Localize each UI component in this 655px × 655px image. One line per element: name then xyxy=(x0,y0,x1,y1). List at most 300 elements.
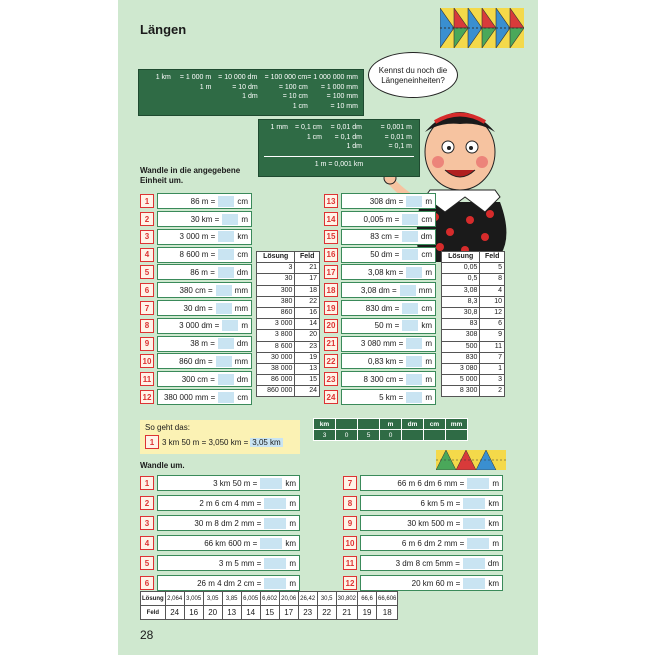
exercise-number: 3 xyxy=(140,516,154,530)
exercise-row xyxy=(324,300,436,317)
board1-cell: = 10 000 dm xyxy=(218,74,258,81)
exercise-box xyxy=(341,247,436,263)
solution-value: 500 xyxy=(442,341,480,352)
exercise-number: 22 xyxy=(324,354,338,368)
solution-value: 8 300 xyxy=(442,386,480,397)
answer-input[interactable] xyxy=(216,356,232,367)
board1-row xyxy=(144,83,358,93)
exercise-number: 18 xyxy=(324,283,338,297)
exercise-unit: m xyxy=(289,498,296,508)
exercise-box xyxy=(341,318,436,334)
exercise-row xyxy=(140,371,252,388)
board2-row xyxy=(264,142,414,152)
place-value-unit xyxy=(336,419,358,430)
exercise-box xyxy=(157,264,252,280)
solution-value: 830 xyxy=(442,352,480,363)
example-number: 1 xyxy=(145,435,159,449)
board2-cell: = 0,1 m xyxy=(388,143,412,150)
board2-cell xyxy=(288,142,322,152)
board1-cell: 1 dm xyxy=(242,93,258,100)
exercise-box xyxy=(341,264,436,280)
board1-cell: 1 cm xyxy=(292,102,308,110)
board2-cell: 1 dm xyxy=(346,143,362,150)
solution-field: 10 xyxy=(480,296,505,307)
exercise-box xyxy=(157,535,300,551)
solution-row xyxy=(257,319,320,330)
answer-input[interactable] xyxy=(406,356,422,367)
bottom-solution-value: 6,005 xyxy=(241,592,260,606)
board1-cell: = 1 000 000 mm xyxy=(307,74,358,81)
bottom-label-loesung: Lösung xyxy=(141,592,166,606)
exercise-text: 3 m 5 mm = xyxy=(218,558,262,568)
bottom-field-value: 15 xyxy=(260,606,279,620)
answer-input[interactable] xyxy=(264,518,286,529)
exercise-row xyxy=(343,515,503,532)
solution-row xyxy=(442,274,505,285)
answer-input[interactable] xyxy=(218,374,234,385)
exercise-unit: mm xyxy=(234,356,248,366)
solution-table-1 xyxy=(256,251,320,397)
exercise-text: 38 m = xyxy=(190,339,215,349)
place-value-digit: 0 xyxy=(336,430,358,441)
place-value-digit: 3 xyxy=(314,430,336,441)
bottom-field-value: 23 xyxy=(298,606,317,620)
exercise-unit: m xyxy=(425,374,432,384)
exercise-unit: mm xyxy=(234,303,248,313)
solution-field: 9 xyxy=(480,330,505,341)
exercise-number: 11 xyxy=(343,556,357,570)
solution-field: 14 xyxy=(295,319,320,330)
exercise-box xyxy=(341,371,436,387)
exercise-number: 20 xyxy=(324,319,338,333)
answer-input[interactable] xyxy=(218,267,234,278)
exercise-column-left xyxy=(140,193,252,407)
exercise-unit: m xyxy=(492,538,499,548)
exercise-box xyxy=(341,336,436,352)
answer-input[interactable] xyxy=(222,320,238,331)
exercise-unit: km xyxy=(488,498,499,508)
exercise-text: 50 m = xyxy=(374,321,400,331)
exercise-text: 86 m = xyxy=(190,196,216,206)
exercise-box xyxy=(157,193,252,209)
exercise-unit: cm xyxy=(421,250,432,260)
exercise-box xyxy=(341,353,436,369)
exercise-number: 16 xyxy=(324,248,338,262)
solution-value: 38 000 xyxy=(257,363,295,374)
exercise-unit: m xyxy=(289,558,296,568)
exercise-box xyxy=(157,475,300,491)
exercise-unit: m xyxy=(289,578,296,588)
answer-input[interactable] xyxy=(467,478,489,489)
exercise-number: 13 xyxy=(324,194,338,208)
exercise-box xyxy=(341,300,436,316)
answer-input[interactable] xyxy=(218,338,234,349)
solution-field: 5 xyxy=(480,263,505,274)
solution-field: 11 xyxy=(480,341,505,352)
answer-input[interactable] xyxy=(264,498,286,509)
answer-input[interactable] xyxy=(216,285,232,296)
solution-table-2 xyxy=(441,251,505,397)
exercise-text: 30 m 8 dm 2 mm = xyxy=(194,518,262,528)
answer-input[interactable] xyxy=(406,267,422,278)
solution-header-row xyxy=(442,252,505,263)
bottom-solution-value: 2,064 xyxy=(165,592,184,606)
solution-value: 0,05 xyxy=(442,263,480,274)
exercise-unit: m xyxy=(425,267,432,277)
bottom-solution-value: 30,802 xyxy=(336,592,357,606)
bottom-field-value: 18 xyxy=(377,606,398,620)
board1-cell xyxy=(144,102,171,112)
solution-value: 860 000 xyxy=(257,386,295,397)
exercise-row xyxy=(343,495,503,512)
bottom-field-value: 14 xyxy=(241,606,260,620)
place-value-unit xyxy=(358,419,380,430)
board1-cell: = 10 cm xyxy=(282,93,308,100)
exercise-box xyxy=(157,353,252,369)
exercise-text: 66 km 600 m = xyxy=(204,538,258,548)
exercise-text: 380 000 mm = xyxy=(163,392,216,402)
exercise-box xyxy=(341,282,436,298)
board1-cell xyxy=(171,102,211,112)
solution-value: 5 000 xyxy=(442,375,480,386)
exercise-number: 5 xyxy=(140,556,154,570)
exercise-box xyxy=(360,575,503,591)
exercise-row xyxy=(324,229,436,246)
exercise-unit: m xyxy=(425,196,432,206)
solution-header-feld: Feld xyxy=(295,252,320,263)
solution-row xyxy=(442,375,505,386)
bottom-solution-value: 3,85 xyxy=(222,592,241,606)
solution-value: 8,3 xyxy=(442,296,480,307)
place-value-unit: m xyxy=(380,419,402,430)
exercise-row xyxy=(140,495,300,512)
exercise-box xyxy=(157,247,252,263)
exercise-box xyxy=(341,193,436,209)
exercise-row xyxy=(324,353,436,370)
exercise-text: 30 dm = xyxy=(183,303,213,313)
answer-input[interactable] xyxy=(264,578,286,589)
exercise-row xyxy=(140,353,252,370)
exercise-row xyxy=(140,211,252,228)
exercise-number: 15 xyxy=(324,230,338,244)
exercise-row xyxy=(324,389,436,406)
exercise-row xyxy=(140,515,300,532)
answer-input[interactable] xyxy=(218,231,234,242)
place-value-units xyxy=(314,419,468,430)
exercise-text: 30 km 500 m = xyxy=(407,518,461,528)
exercise-text: 5 km = xyxy=(379,392,404,402)
answer-input[interactable] xyxy=(264,558,286,569)
board2-cell: 1 mm xyxy=(270,124,288,131)
instruction-1: Wandle in die angegebene Einheit um. xyxy=(140,166,241,185)
solution-row xyxy=(442,296,505,307)
exercise-row xyxy=(324,193,436,210)
exercise-box xyxy=(157,318,252,334)
solution-row xyxy=(442,341,505,352)
exercise-row xyxy=(140,246,252,263)
exercise-unit: dm xyxy=(236,339,248,349)
exercise-number: 4 xyxy=(140,536,154,550)
bottom-solution-value: 66,606 xyxy=(377,592,398,606)
bottom-field-row xyxy=(141,606,398,620)
place-value-digit xyxy=(402,430,424,441)
exercise-row xyxy=(324,371,436,388)
exercise-text: 30 km = xyxy=(190,214,220,224)
answer-input[interactable] xyxy=(216,303,232,314)
board2-row xyxy=(264,123,414,133)
solution-row xyxy=(257,363,320,374)
answer-input[interactable] xyxy=(463,578,485,589)
exercise2-column-left xyxy=(140,475,300,595)
answer-input[interactable] xyxy=(406,196,422,207)
solution-field: 21 xyxy=(295,263,320,274)
board1-cell xyxy=(144,92,171,102)
exercise-box xyxy=(157,389,252,405)
instruction-2: Wandle um. xyxy=(140,461,185,470)
board1-cell xyxy=(144,83,171,93)
solution-row xyxy=(257,352,320,363)
bottom-solution-value: 6,602 xyxy=(260,592,279,606)
exercise-box xyxy=(157,300,252,316)
board1-cell: = 100 mm xyxy=(326,93,358,100)
board2-cell: = 0,01 dm xyxy=(330,124,362,131)
exercise-number: 21 xyxy=(324,337,338,351)
solution-row xyxy=(257,307,320,318)
board2-cell: = 0,001 m xyxy=(380,124,412,131)
exercise-row xyxy=(140,264,252,281)
solution-field: 1 xyxy=(480,363,505,374)
page-number: 28 xyxy=(140,628,154,642)
exercise-text: 3,08 km = xyxy=(367,267,404,277)
solution-value: 380 xyxy=(257,296,295,307)
conversion-board-1 xyxy=(138,69,364,116)
exercise-unit: m xyxy=(425,356,432,366)
exercise-unit: mm xyxy=(234,285,248,295)
exercise-number: 2 xyxy=(140,496,154,510)
exercise-text: 8 300 cm = xyxy=(363,374,404,384)
exercise-box xyxy=(157,495,300,511)
exercise-text: 86 m = xyxy=(190,267,215,277)
exercise-row xyxy=(324,318,436,335)
answer-input[interactable] xyxy=(406,338,422,349)
board1-row xyxy=(144,73,358,83)
exercise-number: 24 xyxy=(324,390,338,404)
solution-value: 30 000 xyxy=(257,352,295,363)
exercise-box xyxy=(157,211,252,227)
exercise-unit: m xyxy=(241,214,248,224)
triangle-pattern-small-icon xyxy=(436,450,506,470)
board1-row xyxy=(144,92,358,102)
solution-row xyxy=(442,386,505,397)
answer-input[interactable] xyxy=(463,558,485,569)
example-label: So geht das: xyxy=(145,423,190,432)
answer-input[interactable] xyxy=(463,498,485,509)
exercise-unit: dm xyxy=(236,267,248,277)
answer-input[interactable] xyxy=(402,303,418,314)
exercise-number: 6 xyxy=(140,283,154,297)
solution-row xyxy=(442,363,505,374)
board1-cell: 1 km xyxy=(155,74,171,81)
exercise-row xyxy=(140,300,252,317)
solution-value: 86 000 xyxy=(257,375,295,386)
solution-field: 13 xyxy=(295,363,320,374)
solution-field: 7 xyxy=(480,352,505,363)
exercise-row xyxy=(140,318,252,335)
answer-input[interactable] xyxy=(400,285,416,296)
exercise-number: 1 xyxy=(140,476,154,490)
solution-row xyxy=(257,263,320,274)
exercise-unit: km xyxy=(237,232,248,242)
bottom-field-value: 22 xyxy=(317,606,336,620)
exercise-text: 50 dm = xyxy=(370,250,400,260)
answer-input[interactable] xyxy=(218,392,234,403)
place-value-unit: km xyxy=(314,419,336,430)
answer-input[interactable] xyxy=(406,374,422,385)
exercise-unit: km xyxy=(285,478,296,488)
exercise-box xyxy=(341,211,436,227)
solution-value: 3 xyxy=(257,263,295,274)
exercise-text: 380 cm = xyxy=(179,285,213,295)
answer-input[interactable] xyxy=(218,249,234,260)
exercise-number: 1 xyxy=(140,194,154,208)
exercise-box xyxy=(157,336,252,352)
exercise-box xyxy=(157,229,252,245)
solution-value: 3,08 xyxy=(442,285,480,296)
solution-value: 3 080 xyxy=(442,363,480,374)
exercise-text: 3 000 dm = xyxy=(179,321,220,331)
exercise-number: 7 xyxy=(343,476,357,490)
answer-input[interactable] xyxy=(260,538,282,549)
exercise-text: 3 080 mm = xyxy=(360,339,404,349)
solution-field: 23 xyxy=(295,341,320,352)
exercise-unit: km xyxy=(488,518,499,528)
solution-value: 0,5 xyxy=(442,274,480,285)
bottom-label-feld: Feld xyxy=(141,606,166,620)
solution-field: 16 xyxy=(295,307,320,318)
board2-row xyxy=(264,133,414,143)
exercise-unit: km xyxy=(285,538,296,548)
exercise-row xyxy=(324,335,436,352)
answer-input[interactable] xyxy=(402,231,418,242)
exercise-number: 4 xyxy=(140,248,154,262)
place-value-digit: 0 xyxy=(380,430,402,441)
exercise-text: 830 dm = xyxy=(365,303,400,313)
solution-row xyxy=(257,341,320,352)
exercise-text: 300 cm = xyxy=(181,374,215,384)
exercise-row xyxy=(324,211,436,228)
exercise-number: 6 xyxy=(140,576,154,590)
exercise-box xyxy=(157,515,300,531)
solution-row xyxy=(257,330,320,341)
answer-input[interactable] xyxy=(402,249,418,260)
exercise-box xyxy=(157,282,252,298)
solution-field: 18 xyxy=(295,285,320,296)
place-value-unit: cm xyxy=(424,419,446,430)
solution-field: 4 xyxy=(480,285,505,296)
bottom-field-value: 19 xyxy=(358,606,377,620)
bottom-field-value: 24 xyxy=(165,606,184,620)
answer-input[interactable] xyxy=(402,320,418,331)
exercise-unit: m xyxy=(241,321,248,331)
solution-row xyxy=(442,330,505,341)
board2-cell xyxy=(264,133,288,143)
exercise-row xyxy=(343,555,503,572)
bottom-solution-value: 66,6 xyxy=(358,592,377,606)
board1-cell: = 1 000 mm xyxy=(320,83,358,91)
board2-cell xyxy=(264,142,288,152)
solution-value: 3 000 xyxy=(257,319,295,330)
exercise-unit: m xyxy=(425,392,432,402)
exercise-number: 14 xyxy=(324,212,338,226)
exercise-text: 8 600 m = xyxy=(179,250,216,260)
exercise-unit: cm xyxy=(237,196,248,206)
solution-field: 8 xyxy=(480,274,505,285)
solution-field: 22 xyxy=(295,296,320,307)
place-value-digits xyxy=(314,430,468,441)
exercise-number: 11 xyxy=(140,372,154,386)
solution-header-loesung: Lösung xyxy=(442,252,480,263)
triangle-pattern-icon xyxy=(440,8,524,48)
solution-table-bottom xyxy=(140,591,398,620)
exercise-box xyxy=(360,495,503,511)
exercise-text: 20 km 60 m = xyxy=(411,578,461,588)
bottom-solution-row xyxy=(141,592,398,606)
solution-row xyxy=(442,263,505,274)
solution-value: 8 600 xyxy=(257,341,295,352)
place-value-digit: 5 xyxy=(358,430,380,441)
board1-cell: = 10 dm xyxy=(232,83,258,91)
exercise-number: 9 xyxy=(140,337,154,351)
exercise-text: 6 m 6 dm 2 mm = xyxy=(401,538,465,548)
exercise-box xyxy=(360,475,503,491)
exercise-row xyxy=(140,335,252,352)
board2-cell: = 0,01 m xyxy=(384,133,412,141)
bottom-field-value: 16 xyxy=(184,606,203,620)
exercise-unit: m xyxy=(492,478,499,488)
exercise-text: 26 m 4 dm 2 cm = xyxy=(197,578,262,588)
solution-header-loesung: Lösung xyxy=(257,252,295,263)
answer-input[interactable] xyxy=(402,214,418,225)
exercise-box xyxy=(360,515,503,531)
answer-input[interactable] xyxy=(218,196,234,207)
bottom-field-value: 20 xyxy=(203,606,222,620)
answer-input[interactable] xyxy=(406,392,422,403)
exercise-row xyxy=(140,389,252,406)
answer-input[interactable] xyxy=(467,538,489,549)
exercise-text: 0,83 km = xyxy=(367,356,404,366)
exercise-column-right xyxy=(324,193,436,407)
exercise-row xyxy=(140,282,252,299)
board1-cell: 1 m xyxy=(199,83,212,91)
bottom-solution-value: 20,06 xyxy=(279,592,298,606)
exercise-text: 3 km 50 m = xyxy=(213,478,258,488)
board1-cell: = 100 000 cm xyxy=(264,74,308,81)
place-value-table xyxy=(313,418,468,441)
answer-input[interactable] xyxy=(222,214,238,225)
answer-input[interactable] xyxy=(463,518,485,529)
place-value-digit xyxy=(424,430,446,441)
board2-km-line: 1 m = 0,001 km xyxy=(264,156,414,170)
solution-row xyxy=(257,386,320,397)
exercise-unit: m xyxy=(289,518,296,528)
exercise-number: 8 xyxy=(140,319,154,333)
exercise-box xyxy=(360,535,503,551)
answer-input[interactable] xyxy=(260,478,282,489)
exercise-unit: km xyxy=(421,321,432,331)
bottom-field-value: 17 xyxy=(279,606,298,620)
exercise-row xyxy=(343,535,503,552)
exercise-row xyxy=(324,246,436,263)
